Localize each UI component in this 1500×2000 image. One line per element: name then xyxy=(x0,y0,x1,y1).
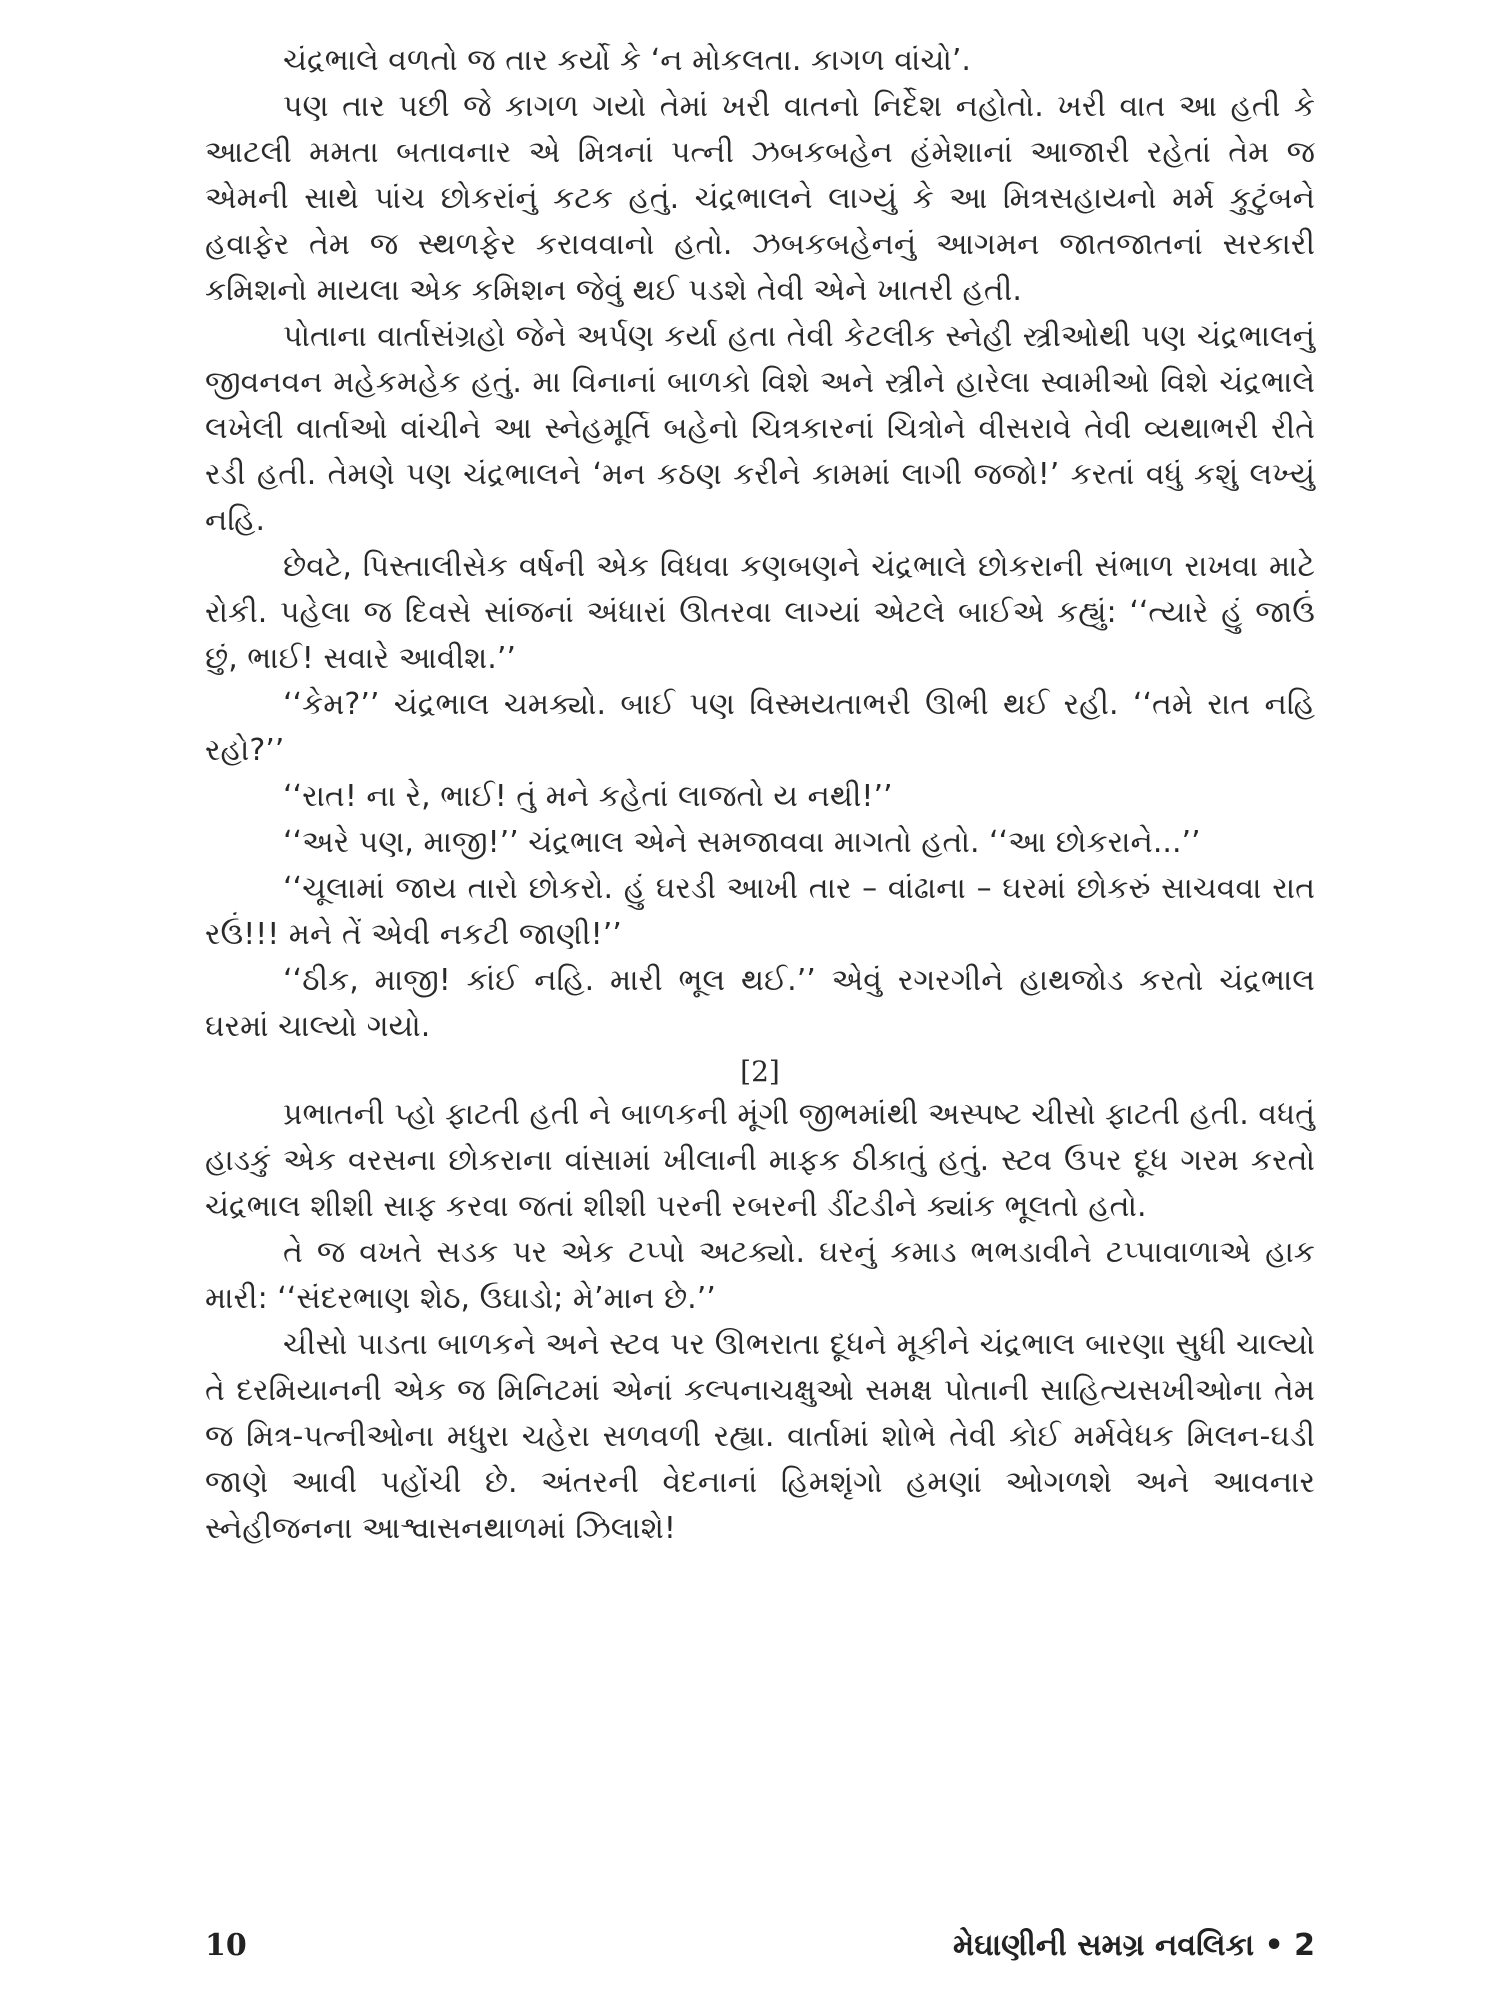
paragraph: ‘‘ચૂલામાં જાય તારો છોકરો. હું ઘરડી આખી તાર – વાંઢાના – ઘરમાં છોકરું સાચવવા રાત રઉં!!! મને તેં એવી નકટી જાણી!’’ xyxy=(205,871,1315,952)
paragraph: પ્રભાતની પ્હો ફાટતી હતી ને બાળકની મૂંગી જીભમાંથી અસ્પષ્ટ ચીસો ફાટતી હતી. વધતું હાડકું એક વરસના છોકરાના વાંસામાં ખીલાની માફક ઠીકાતું હતું. સ્ટવ ઉપર દૂધ ગરમ કરતો ચંદ્રભાલ શીશી સાફ કરવા જતાં શીશી પરની રબરની ડીંટડીને ક્યાંક ભૂલતો હતો. xyxy=(205,1097,1315,1224)
paragraph: પણ તાર પછી જે કાગળ ગયો તેમાં ખરી વાતનો નિર્દેશ નહોતો. ખરી વાત આ હતી કે આટલી મમતા બતાવનાર એ મિત્રનાં પત્ની ઝબકબહેન હંમેશાનાં આજારી રહેતાં તેમ જ એમની સાથે પાંચ છોકરાંનું કટક હતું. ચંદ્રભાલને લાગ્યું કે આ મિત્રસહાયનો મર્મ કુટુંબને હવાફેર તેમ જ સ્થળફેર કરાવવાનો હતો. ઝબકબહેનનું આગમન જાતજાતનાં સરકારી કમિશનો માયલા એક કમિશન જેવું થઈ પડશે તેવી એને ખાતરી હતી. xyxy=(205,89,1315,308)
paragraph: તે જ વખતે સડક પર એક ટપ્પો અટક્યો. ઘરનું કમાડ ભભડાવીને ટપ્પાવાળાએ હાક મારી: ‘‘સંદરભાણ શેઠ, ઉઘાડો; મે’માન છે.’’ xyxy=(205,1235,1315,1316)
section-marker: [2] xyxy=(740,1055,780,1088)
body-text xyxy=(205,38,1315,1552)
paragraph: ચીસો પાડતા બાળકને અને સ્ટવ પર ઊભરાતા દૂધને મૂકીને ચંદ્રભાલ બારણા સુધી ચાલ્યો તે દરમિયાનની એક જ મિનિટમાં એનાં કલ્પનાચક્ષુઓ સમક્ષ પોતાની સાહિત્યસખીઓના તેમ જ મિત્ર-પત્નીઓના મધુરા ચહેરા સળવળી રહ્યા. વાર્તામાં શોભે તેવી કોઈ મર્મવેધક મિલન-ઘડી જાણે આવી પહોંચી છે. અંતરની વેદનાનાં હિમશૃંગો હમણાં ઓગળશે અને આવનાર સ્નેહીજનના આશ્વાસનથાળમાં ઝિલાશે! xyxy=(205,1327,1315,1546)
paragraph: ‘‘અરે પણ, માજી!’’ ચંદ્રભાલ એને સમજાવવા માગતો હતો. ‘‘આ છોકરાને...’’ xyxy=(283,825,1201,860)
paragraph: પોતાના વાર્તાસંગ્રહો જેને અર્પણ કર્યા હતા તેવી કેટલીક સ્નેહી સ્ત્રીઓથી પણ ચંદ્રભાલનું જીવનવન મહેકમહેક હતું. મા વિનાનાં બાળકો વિશે અને સ્ત્રીને હારેલા સ્વામીઓ વિશે ચંદ્રભાલે લખેલી વાર્તાઓ વાંચીને આ સ્નેહમૂર્તિ બહેનો ચિત્રકારનાં ચિત્રોને વીસરાવે તેવી વ્યથાભરી રીતે રડી હતી. તેમણે પણ ચંદ્રભાલને ‘મન કઠણ કરીને કામમાં લાગી જજો!’ કરતાં વધું કશું લખ્યું નહિ. xyxy=(205,319,1315,538)
paragraph: ‘‘રાત! ના રે, ભાઈ! તું મને કહેતાં લાજતો ય નથી!’’ xyxy=(283,779,893,814)
page-number: 10 xyxy=(205,1928,247,1963)
paragraph: છેવટે, પિસ્તાલીસેક વર્ષની એક વિધવા કણબણને ચંદ્રભાલે છોકરાની સંભાળ રાખવા માટે રોકી. પહેલા જ દિવસે સાંજનાં અંધારાં ઊતરવા લાગ્યાં એટલે બાઈએ કહ્યું: ‘‘ત્યારે હું જાઉં છું, ભાઈ! સવારે આવીશ.’’ xyxy=(205,549,1315,676)
running-title: મેઘાણીની સમગ્ર નવલિકા • 2 xyxy=(952,1928,1315,1963)
page-footer xyxy=(205,1928,1315,1978)
paragraph: ‘‘ઠીક, માજી! કાંઈ નહિ. મારી ભૂલ થઈ.’’ એવું રગરગીને હાથજોડ કરતો ચંદ્રભાલ ઘરમાં ચાલ્યો ગયો. xyxy=(205,963,1315,1044)
paragraph: ચંદ્રભાલે વળતો જ તાર કર્યો કે ‘ન મોકલતા. કાગળ વાંચો’. xyxy=(283,43,971,78)
paragraph: ‘‘કેમ?’’ ચંદ્રભાલ ચમક્યો. બાઈ પણ વિસ્મયતાભરી ઊભી થઈ રહી. ‘‘તમે રાત નહિ રહો?’’ xyxy=(205,687,1315,768)
